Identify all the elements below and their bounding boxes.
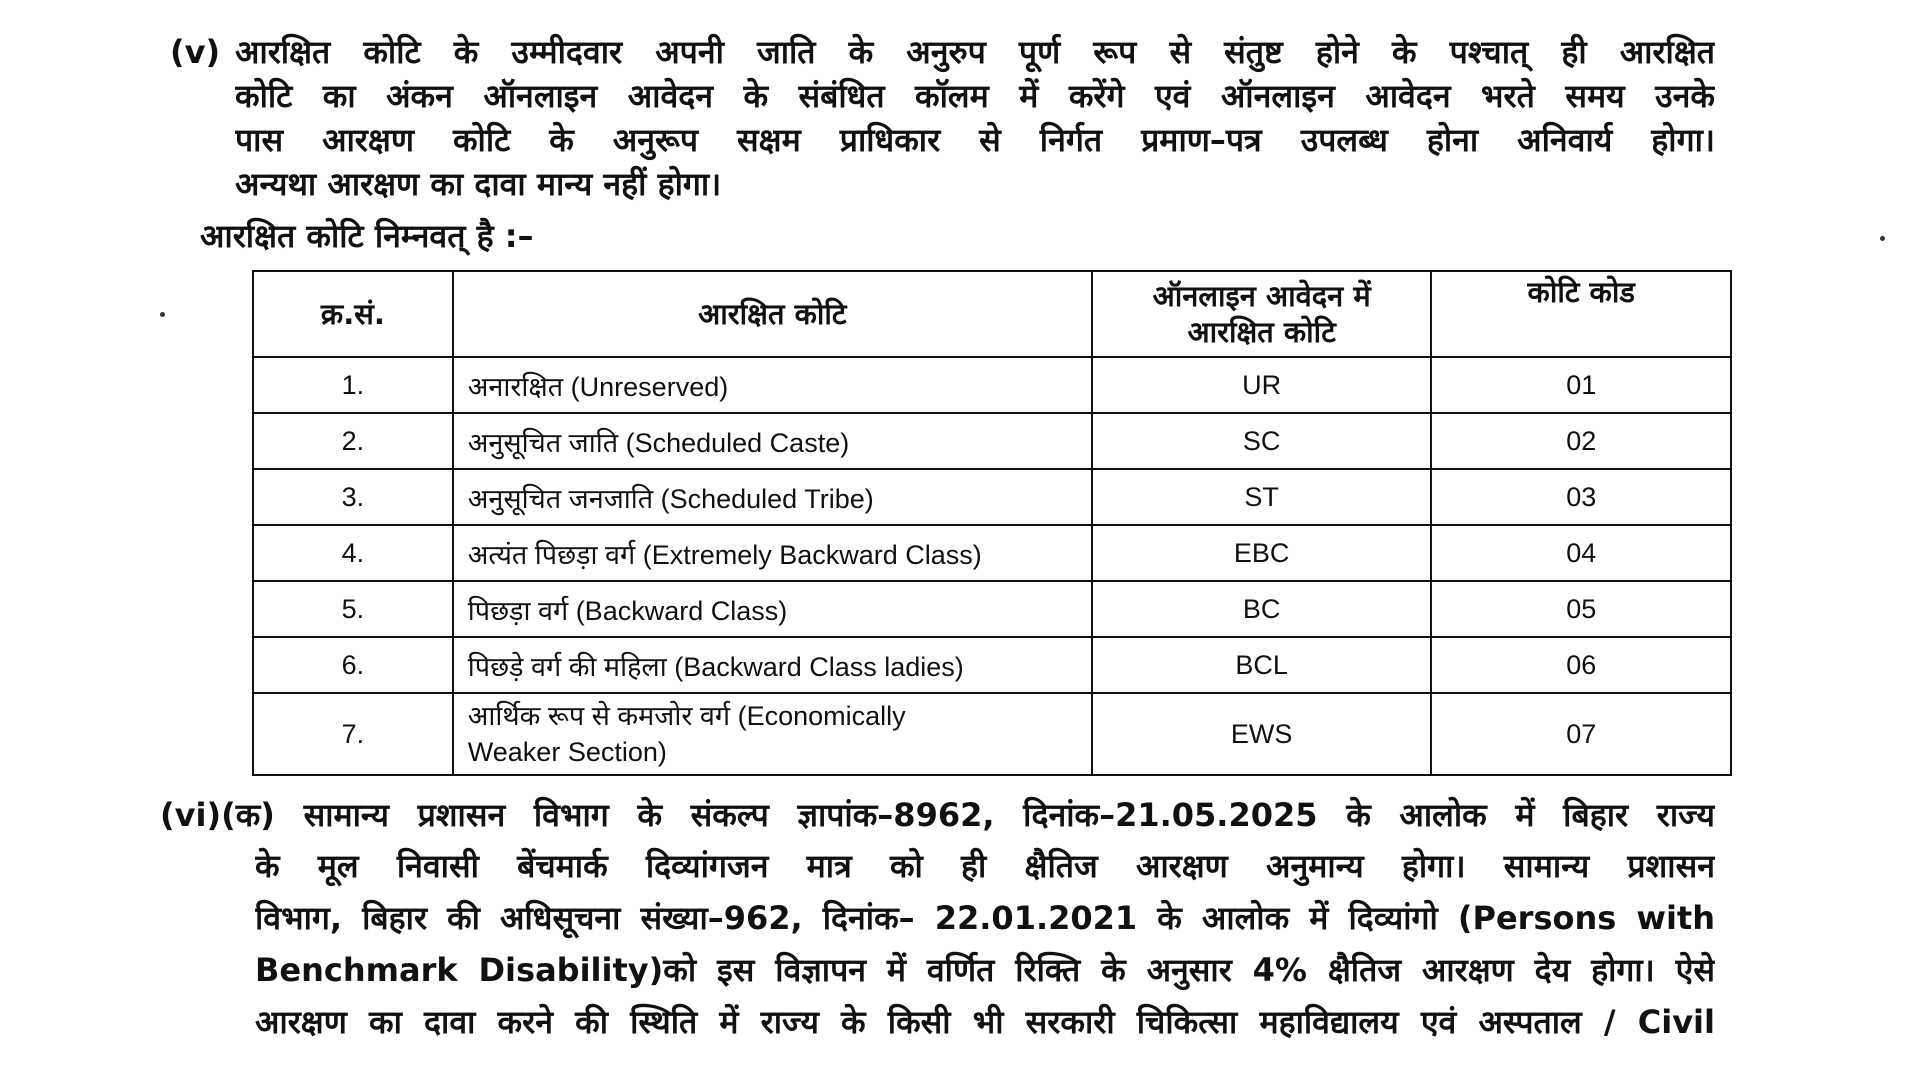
scan-speck [160,312,165,317]
row-serial-no: 3. [253,469,453,525]
row-abbr: BCL [1092,637,1432,693]
table-row [253,357,1731,413]
row-abbr: UR [1092,357,1432,413]
scan-speck [1880,236,1885,241]
table-row [253,413,1731,469]
header-online-category [1092,271,1432,357]
table-row [253,637,1731,693]
header-online-line2: आरक्षित कोटि [1187,315,1336,349]
header-category-code: कोटि कोड [1431,271,1731,357]
clause-v-line: अन्यथा आरक्षण का दावा मान्य नहीं होगा। [235,165,722,203]
row-category-line2: Weaker Section) [467,737,667,767]
clause-vi-line: के मूल निवासी बेंचमार्क दिव्यांगजन मात्र को ही क्षैतिज आरक्षण अनुमान्य होगा। सामान्य प्रशासन [255,847,1715,885]
clause-v-line: कोटि का अंकन ऑनलाइन आवेदन के संबंधित कॉलम में करेंगे एवं ऑनलाइन आवेदन भरते समय उनके [235,77,1715,115]
clause-v-marker: (v) [170,33,221,71]
row-category: पिछड़ा वर्ग (Backward Class) [453,581,1092,637]
clause-v-text [235,30,1715,206]
clause-vi-line: (vi)(क) सामान्य प्रशासन विभाग के संकल्प ज्ञापांक–8962, दिनांक–21.05.2025 के आलोक में बिहार राज्य [160,796,1715,834]
table-row [253,693,1731,775]
row-category [453,693,1092,775]
row-code: 06 [1431,637,1731,693]
reserved-category-intro: आरक्षित कोटि निम्नवत् है :– [200,217,534,255]
clause-v-line: पास आरक्षण कोटि के अनुरूप सक्षम प्राधिकार से निर्गत प्रमाण–पत्र उपलब्ध होना अनिवार्य होगा। [235,121,1715,159]
clause-vi-text [255,840,1715,1048]
row-code: 03 [1431,469,1731,525]
table-row [253,469,1731,525]
row-category: अत्यंत पिछड़ा वर्ग (Extremely Backward Class) [453,525,1092,581]
row-serial-no: 5. [253,581,453,637]
header-online-line1: ऑनलाइन आवेदन में [1152,279,1371,313]
row-serial-no: 1. [253,357,453,413]
row-code: 02 [1431,413,1731,469]
row-category: अनुसूचित जाति (Scheduled Caste) [453,413,1092,469]
row-serial-no: 2. [253,413,453,469]
row-serial-no: 4. [253,525,453,581]
clause-vi-line: विभाग, बिहार की अधिसूचना संख्या–962, दिनांक– 22.01.2021 के आलोक में दिव्यांगो (Persons with [255,899,1715,937]
row-code: 05 [1431,581,1731,637]
header-reserved-category: आरक्षित कोटि [453,271,1092,357]
row-category: अनुसूचित जनजाति (Scheduled Tribe) [453,469,1092,525]
header-serial-no: क्र.सं. [253,271,453,357]
reserved-category-table [252,270,1732,776]
row-serial-no: 6. [253,637,453,693]
table-header-row [253,271,1731,357]
row-abbr: BC [1092,581,1432,637]
clause-v-line: आरक्षित कोटि के उम्मीदवार अपनी जाति के अनुरुप पूर्ण रूप से संतुष्ट होने के पश्चात् ही आरक्षित [235,33,1715,71]
row-code: 04 [1431,525,1731,581]
row-abbr: EBC [1092,525,1432,581]
table-row [253,581,1731,637]
row-category-line1: आर्थिक रूप से कमजोर वर्ग (Economically [467,701,906,731]
row-abbr: SC [1092,413,1432,469]
row-code: 07 [1431,693,1731,775]
clause-vi-first-line [160,790,1715,840]
row-serial-no: 7. [253,693,453,775]
row-abbr: ST [1092,469,1432,525]
table-row [253,525,1731,581]
row-code: 01 [1431,357,1731,413]
row-category: पिछड़े वर्ग की महिला (Backward Class ladies) [453,637,1092,693]
row-category: अनारक्षित (Unreserved) [453,357,1092,413]
clause-vi-line: आरक्षण का दावा करने की स्थिति में राज्य के किसी भी सरकारी चिकित्सा महाविद्यालय एवं अस्पताल / Civil [255,1003,1715,1041]
clause-vi-line: Benchmark Disability)को इस विज्ञापन में वर्णित रिक्ति के अनुसार 4% क्षैतिज आरक्षण देय होगा। ऐसे [255,951,1715,989]
row-abbr: EWS [1092,693,1432,775]
